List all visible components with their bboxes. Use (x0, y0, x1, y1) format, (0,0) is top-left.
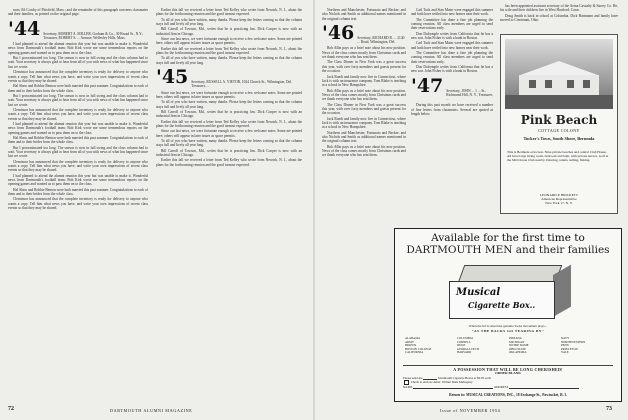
address-label: ADDRESS (493, 385, 509, 389)
column-text: I had planned to attend the alumni reunion this year but was unable to make it. Wonderful news from Dartmouth's football team: Bob Kirk wrote me some tremendous reports on the opening games and wanted us to pass them on to the class. (8, 121, 148, 135)
order-blank-heading: ORDER BLANK (495, 371, 521, 375)
order-text: Dartmouth Cigarette Boxes at $9.95 each (438, 376, 491, 380)
page-gutter (313, 0, 315, 420)
school-name: MICHIGAN (509, 339, 525, 344)
column-text: Don Dalrymple writes from California that he has a new son. John Fisher is with a bank in Boston. (411, 31, 493, 41)
school-name: COLUMBIA (457, 336, 474, 340)
school-name: OKLAHOMA (509, 350, 527, 355)
column-text: Jack Ruedi and family now live in Connecticut, where Jack is with an insurance company. Tom Blake is teaching at a school in New Hampshire. (322, 116, 406, 130)
magazine-title: DARTMOUTH ALUMNI MAGAZINE (110, 408, 193, 413)
column-text: Bob Allin pays us a brief note about his new position. News of the class comes mostly from Christmas cards and we thank everyone who has sent them. (322, 88, 406, 102)
school-name: GEORGIA TECH (457, 346, 479, 351)
class-secretary: Secretary, RUSSELL A. VIETOR, 1024 Church St., Wilmington, Del. Treasurer, ... (191, 80, 293, 89)
column-text: Earlier this fall we received a letter from Ted Kelley who wrote from Newark, N. J., about the plans for the forthcoming reunion and the good turnout expected. (156, 46, 302, 56)
column-text: To all of you who have written, many thanks. Please keep the letters coming so that the column stays full and lively all year long. (156, 17, 302, 27)
column-text: Hal Shaw and Robbie Benton were both married this past summer. Congratulations to each of them and to their brides from the whole class. (8, 135, 148, 145)
column-text: To all of you who have written, many thanks. Please keep the letters coming so that the column stays full and lively all year long. (156, 100, 302, 109)
school-name: PRINCETON (561, 346, 578, 351)
column-text: Carl Tuck and Stan Mater were engaged this summer and both have settled into new homes near their work. (411, 8, 493, 17)
ad-possession-line: A POSSESSION THAT WILL BE LONG CHERISHED! (403, 365, 613, 372)
page-number-left: 72 (8, 406, 14, 412)
column-text: But I procrastinated too long. The season is now in full swing and the class column had to wait. Your secretary is always glad to hear from all of you with news of what has happened since last we wrote. (8, 93, 148, 107)
column-text: But I procrastinated too long. The season is now in full swing and the class column had to wait. Your secretary is always glad to hear from all of you with news of what has happened since last we wrote. (8, 145, 148, 159)
column-text: To all of you who have written, many thanks. Please keep the letters coming so that the column stays full and lively all year long. (156, 56, 302, 65)
school-name: HARVARD (457, 350, 472, 355)
order-form (403, 376, 613, 389)
right-column-2 (411, 8, 493, 117)
class-heading (411, 74, 493, 102)
right-column-1 (322, 8, 406, 159)
column-text: Hal Shaw and Robbie Benton were both married this past summer. Congratulations to each of them and to their brides from the whole class. (8, 187, 148, 197)
column-text: I had planned to attend the alumni reunion this year but was unable to make it. Wonderful news from Dartmouth's football team: Bob Kirk wrote me some tremendous reports on the opening games and wanted us to pass them on to the class. (8, 173, 148, 187)
school-name: INDIANA (509, 336, 522, 340)
column-text: Bill Carroll of Towson, Md., writes that he is practicing law. Dick Cooper is now with an industrial firm in Chicago. (156, 109, 302, 119)
left-column-1 (8, 8, 148, 211)
column-text: Since our last news, we were fortunate enough to receive a few welcome notes. Some are printed here; others will appear in later issues as space permits. (156, 37, 302, 46)
contact-role: American Representative (541, 197, 577, 202)
school-name: PENN (561, 343, 569, 348)
school-name: OHIO STATE (509, 346, 527, 351)
column-text: The Class Dinner in New York was a great success this year, with over forty members and guests present for the occasion. (322, 102, 406, 116)
page-number-right: 73 (606, 406, 612, 412)
school-name: BROWN (405, 343, 417, 348)
cigarette-box-illustration (445, 265, 575, 321)
column-text: Cleminsor has announced that the complete inventory is ready for delivery to anyone who wants a copy. Tell him what news you have, and write your own impressions of recent class events so that they may be shared. (8, 70, 148, 83)
column-text: Jack Ruedi and family now live in Connecticut, where Jack is with an insurance company. Tom Blake is teaching at a school in New Hampshire. (322, 74, 406, 88)
issue-date: Issue of NOVEMBER 1954 (440, 408, 501, 413)
name-field[interactable] (413, 385, 493, 389)
class-heading (322, 24, 406, 44)
school-name: NAVY (561, 336, 570, 340)
address-field[interactable] (509, 385, 579, 389)
column-text: Bob Allin pays us a brief note about his new position. News of the class comes mostly from Christmas cards and we thank everyone who has sent them. (322, 144, 406, 158)
contact-name: LEONARD P. BRICKETT (539, 193, 578, 197)
ad-title: Pink Beach (520, 113, 598, 127)
class-heading (156, 68, 302, 88)
box-script-word-2: Cigarette Box.. (468, 300, 536, 310)
column-text: Bill Carroll of Towson, Md., writes that he is practicing law. Dick Cooper is now with an industrial firm in Chicago. (156, 148, 302, 157)
column-text: Since our last news, we were fortunate enough to receive a few welcome notes. Some are printed here; others will appear in later issues as space permits. (156, 90, 302, 99)
school-name: ARMY (405, 339, 415, 344)
ad-headline-2: DARTMOUTH MEN and their families (406, 244, 610, 256)
column-text: Earlier this fall we received a letter from Ted Kelley who wrote from Newark, N. J., about the plans for the forthcoming reunion and the good turnout expected. (156, 8, 302, 17)
ad-tagline: "AS THE BACKS GO TEARING BY" (471, 329, 545, 333)
school-name: CALIFORNIA (405, 350, 424, 355)
ad-footer: Return to: MUSICAL CREATIONS, INC., 18 Exchange St., Pawtucket, R. I. (449, 393, 567, 397)
column-text: Hal Shaw and Robbie Benton were both married this past summer. Congratulations to each of them and to their brides from the whole class. (8, 84, 148, 93)
ad-location: Tucker's Town, South Shore, Bermuda (523, 136, 595, 141)
ad-body: This is Bermuda at its best. Nine private beaches and central Club House. All have large living room, bedroom and bath, with private terrace. Golf at the Mid Ocean Club nearby. Dancing, tennis, sailing, fishing. (507, 150, 609, 162)
pink-beach-ad (500, 34, 618, 214)
column-text: sons; Ed Crosby of Pittsfield, Mass.; and the remainder of this paragraph concerns classmates and their families, as printed on the original page. (8, 8, 148, 17)
ad-caption: When the lid is raised the genuine Swiss movement plays... (468, 324, 548, 328)
school-name: ALABAMA (405, 336, 421, 340)
column-text: To all of you who have written, many thanks. Please keep the letters coming so that the column stays full and lively all year long. (156, 138, 302, 148)
school-list (405, 337, 611, 355)
school-name: NORTHWESTERN (561, 339, 586, 344)
order-text: Check to enclose Amer. Walnut Dark Mahogany (410, 380, 473, 385)
class-secretary: Secretary, ROBERT A. MILLER, Gorham & Co., 30 Broad St., N.Y.; Treasurer, ROBERT S. ... Avenue, Wellesley Hills, Mass. (43, 31, 144, 40)
column-text: Since our last news, we were fortunate enough to receive a few welcome notes. Some are printed here; others will appear in later issues as space permits. (156, 129, 302, 138)
cigarette-box-ad (394, 228, 622, 402)
class-year: '46 (322, 22, 355, 45)
column-text: Cleminsor has announced that the complete inventory is ready for delivery to anyone who wants a copy. Tell him what news you have, and write your own impressions of recent class events so that they may be shared. (8, 159, 148, 173)
class-heading (8, 17, 148, 40)
column-text: Don Dalrymple writes from California that he has a new son. John Fisher is with a bank in Boston. (411, 65, 493, 74)
school-name: YALE (561, 350, 569, 355)
school-name: BOSTON COLLEGE (405, 346, 432, 351)
ad-contact (507, 193, 611, 206)
order-text: Please send me (403, 376, 423, 380)
right-column-3 (500, 4, 618, 32)
class-secretary: Secretary, JOHN ... 1 ... St., Richmond Hill, N. Y., Treasurer, ... (446, 88, 493, 102)
column-text: The Committee has done a fine job planning the coming reunion. All class members are urged to send their reservations early. (411, 17, 493, 31)
column-text: I had planned to attend the alumni reunion this year but was unable to make it. Wonderful news from Dartmouth's football team: Bob Kirk wrote me some tremendous reports on the opening games and wanted us to pass them on to the class. (8, 42, 148, 55)
left-column-2 (156, 8, 302, 168)
column-text: During this past month we have received a number of fine letters from classmates. Several are quoted at length below. (411, 103, 493, 117)
column-text: Cleminsor has announced that the complete inventory is ready for delivery to anyone who wants a copy. Tell him what news you have, and write your own impressions of recent class events so that they may be shared. (8, 197, 148, 211)
column-text: Carl Tuck and Stan Mater were engaged this summer and both have settled into new homes near their work. (411, 41, 493, 50)
class-year: '47 (411, 74, 444, 97)
class-year: '44 (8, 17, 41, 40)
column-text: Earlier this fall we received a letter from Ted Kelley who wrote from Newark, N. J., about the plans for the forthcoming reunion and the good turnout expected. (156, 119, 302, 128)
cottage-photo (505, 39, 613, 109)
ad-subtitle: COTTAGE COLONY (538, 128, 580, 133)
column-text: Northern and Manchester, Fortunato and Becker; and also Nichols and Smith as additional names mentioned in the original column text. (322, 8, 406, 21)
name-label: NAME (403, 385, 413, 389)
column-text: The Committee has done a fine job planning the coming reunion. All class members are urged to send their reservations early. (411, 51, 493, 64)
contact-city: New York 17, N. Y. (545, 201, 573, 206)
school-name: NOTRE DAME (509, 343, 529, 348)
ad-headline: Available for the first time to (431, 232, 585, 244)
box-script-word: Musical (456, 287, 501, 298)
column-text: Doug Smith is back in school at Columbia. Dick Hartmann and family have moved to Cincinnati, Ohio. (500, 13, 618, 23)
column-text: Earlier this fall we received a letter from Ted Kelley who wrote from Newark, N. J., about the plans for the forthcoming reunion and the good turnout expected. (156, 158, 302, 167)
class-secretary: Secretary, RICHARD R. ... 2140 ... Road, Wilmington, Del. (357, 36, 405, 45)
column-text: Bill Carroll of Towson, Md., writes that he is practicing law. Dick Cooper is now with an industrial firm in Chicago. (156, 27, 302, 36)
column-text: has been appointed assistant secretary of the Aetna Casualty & Surety Co. He, his wife and their children live in West Hartford, Conn. (500, 4, 618, 13)
column-text: The Class Dinner in New York was a great success this year, with over forty members and guests present for the occasion. (322, 60, 406, 74)
column-text: Bob Allin pays us a brief note about his new position. News of the class comes mostly from Christmas cards and we thank everyone who has sent them. (322, 46, 406, 60)
column-text: But I procrastinated too long. The season is now in full swing and the class column had to wait. Your secretary is always glad to hear from all of you with news of what has happened since last we wrote. (8, 56, 148, 69)
column-text: Cleminsor has announced that the complete inventory is ready for delivery to anyone who wants a copy. Tell him what news you have, and write your own impressions of recent class events so that they may be shared. (8, 107, 148, 121)
column-text: Northern and Manchester, Fortunato and Becker; and also Nichols and Smith as additional names mentioned in the original column text. (322, 130, 406, 144)
school-name: CORNELL (457, 339, 471, 344)
school-name: DUKE (457, 343, 466, 348)
class-year: '45 (156, 66, 189, 89)
